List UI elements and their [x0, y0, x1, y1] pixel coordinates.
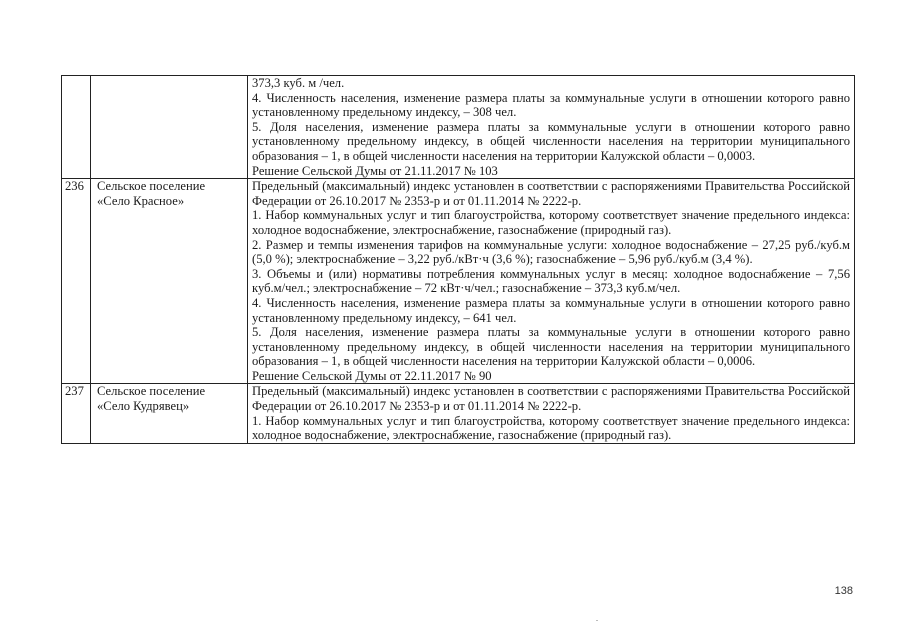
decision-reference: Решение Сельской Думы от 22.11.2017 № 90	[252, 368, 492, 383]
description-paragraph: 1. Набор коммунальных услуг и тип благоустройства, которому соответствует значение предельного индекса: холодное водоснабжение, электроснабжение, газоснабжение (природный газ).	[252, 208, 850, 237]
description-paragraph: 4. Численность населения, изменение размера платы за коммунальные услуги в отношении которого равно установленному предельному индексу, – 308 чел.	[252, 90, 850, 120]
row-number	[62, 76, 91, 179]
description-paragraph: Предельный (максимальный) индекс установлен в соответствии с распоряжениями Правительства Российской Федерации от 26.10.2017 № 2353-р и от 01.11.2014 № 2222-р.	[252, 384, 850, 414]
page-number: 138	[834, 585, 853, 597]
table-row	[62, 384, 855, 443]
description-paragraph: 2. Размер и темпы изменения тарифов на коммунальные услуги: холодное водоснабжение – 27,25 руб./куб.м (5,0 %); электроснабжение – 3,22 руб./кВт·ч (3,6 %); газоснабжение – 5,96 руб./куб.м (3,4 %).	[252, 237, 850, 267]
settlement-type: Сельское поселение	[97, 384, 206, 399]
settlement-type: Сельское поселение	[97, 179, 206, 194]
settlement-name	[91, 76, 248, 179]
table-row	[62, 179, 855, 384]
description-paragraph: 5. Доля населения, изменение размера платы за коммунальные услуги в отношении которого равно установленному предельному индексу, в общей численности населения на территории муниципального образования – 1, в общей численности населения на территории Калужской области – 0,0006.	[252, 325, 850, 369]
row-number: 236	[62, 179, 91, 384]
description-paragraph: 4. Численность населения, изменение размера платы за коммунальные услуги в отношении которого равно установленному предельному индексу, – 641 чел.	[252, 295, 850, 325]
row-description	[248, 179, 855, 384]
row-description	[248, 384, 855, 443]
tariff-table	[61, 75, 855, 444]
description-paragraph: 1. Набор коммунальных услуг и тип благоустройства, которому соответствует значение предельного индекса: холодное водоснабжение, электроснабжение, газоснабжение (природный газ).	[252, 413, 850, 443]
settlement-name	[91, 179, 248, 384]
decision-reference: Решение Сельской Думы от 21.11.2017 № 103	[252, 163, 498, 178]
row-description	[248, 76, 855, 179]
description-paragraph: 3. Объемы и (или) нормативы потребления коммунальных услуг в месяц: холодное водоснабжение – 7,56 куб.м/чел.; электроснабжение – 72 кВт·ч/чел.; газоснабжение – 373,3 куб.м/чел.	[252, 266, 850, 296]
table-row	[62, 76, 855, 179]
settlement-name	[91, 384, 248, 443]
settlement-title: «Село Красное»	[97, 193, 185, 208]
description-paragraph: 5. Доля населения, изменение размера платы за коммунальные услуги в отношении которого равно установленному предельному индексу, в общей численности населения на территории муниципального образования – 1, в общей численности населения на территории Калужской области – 0,0003.	[252, 119, 850, 163]
row-number: 237	[62, 384, 91, 443]
description-paragraph: 373,3 куб. м /чел.	[252, 76, 345, 90]
settlement-title: «Село Кудрявец»	[97, 399, 190, 414]
scan-artifact	[596, 620, 598, 621]
description-paragraph: Предельный (максимальный) индекс установлен в соответствии с распоряжениями Правительства Российской Федерации от 26.10.2017 № 2353-р и от 01.11.2014 № 2222-р.	[252, 179, 850, 208]
